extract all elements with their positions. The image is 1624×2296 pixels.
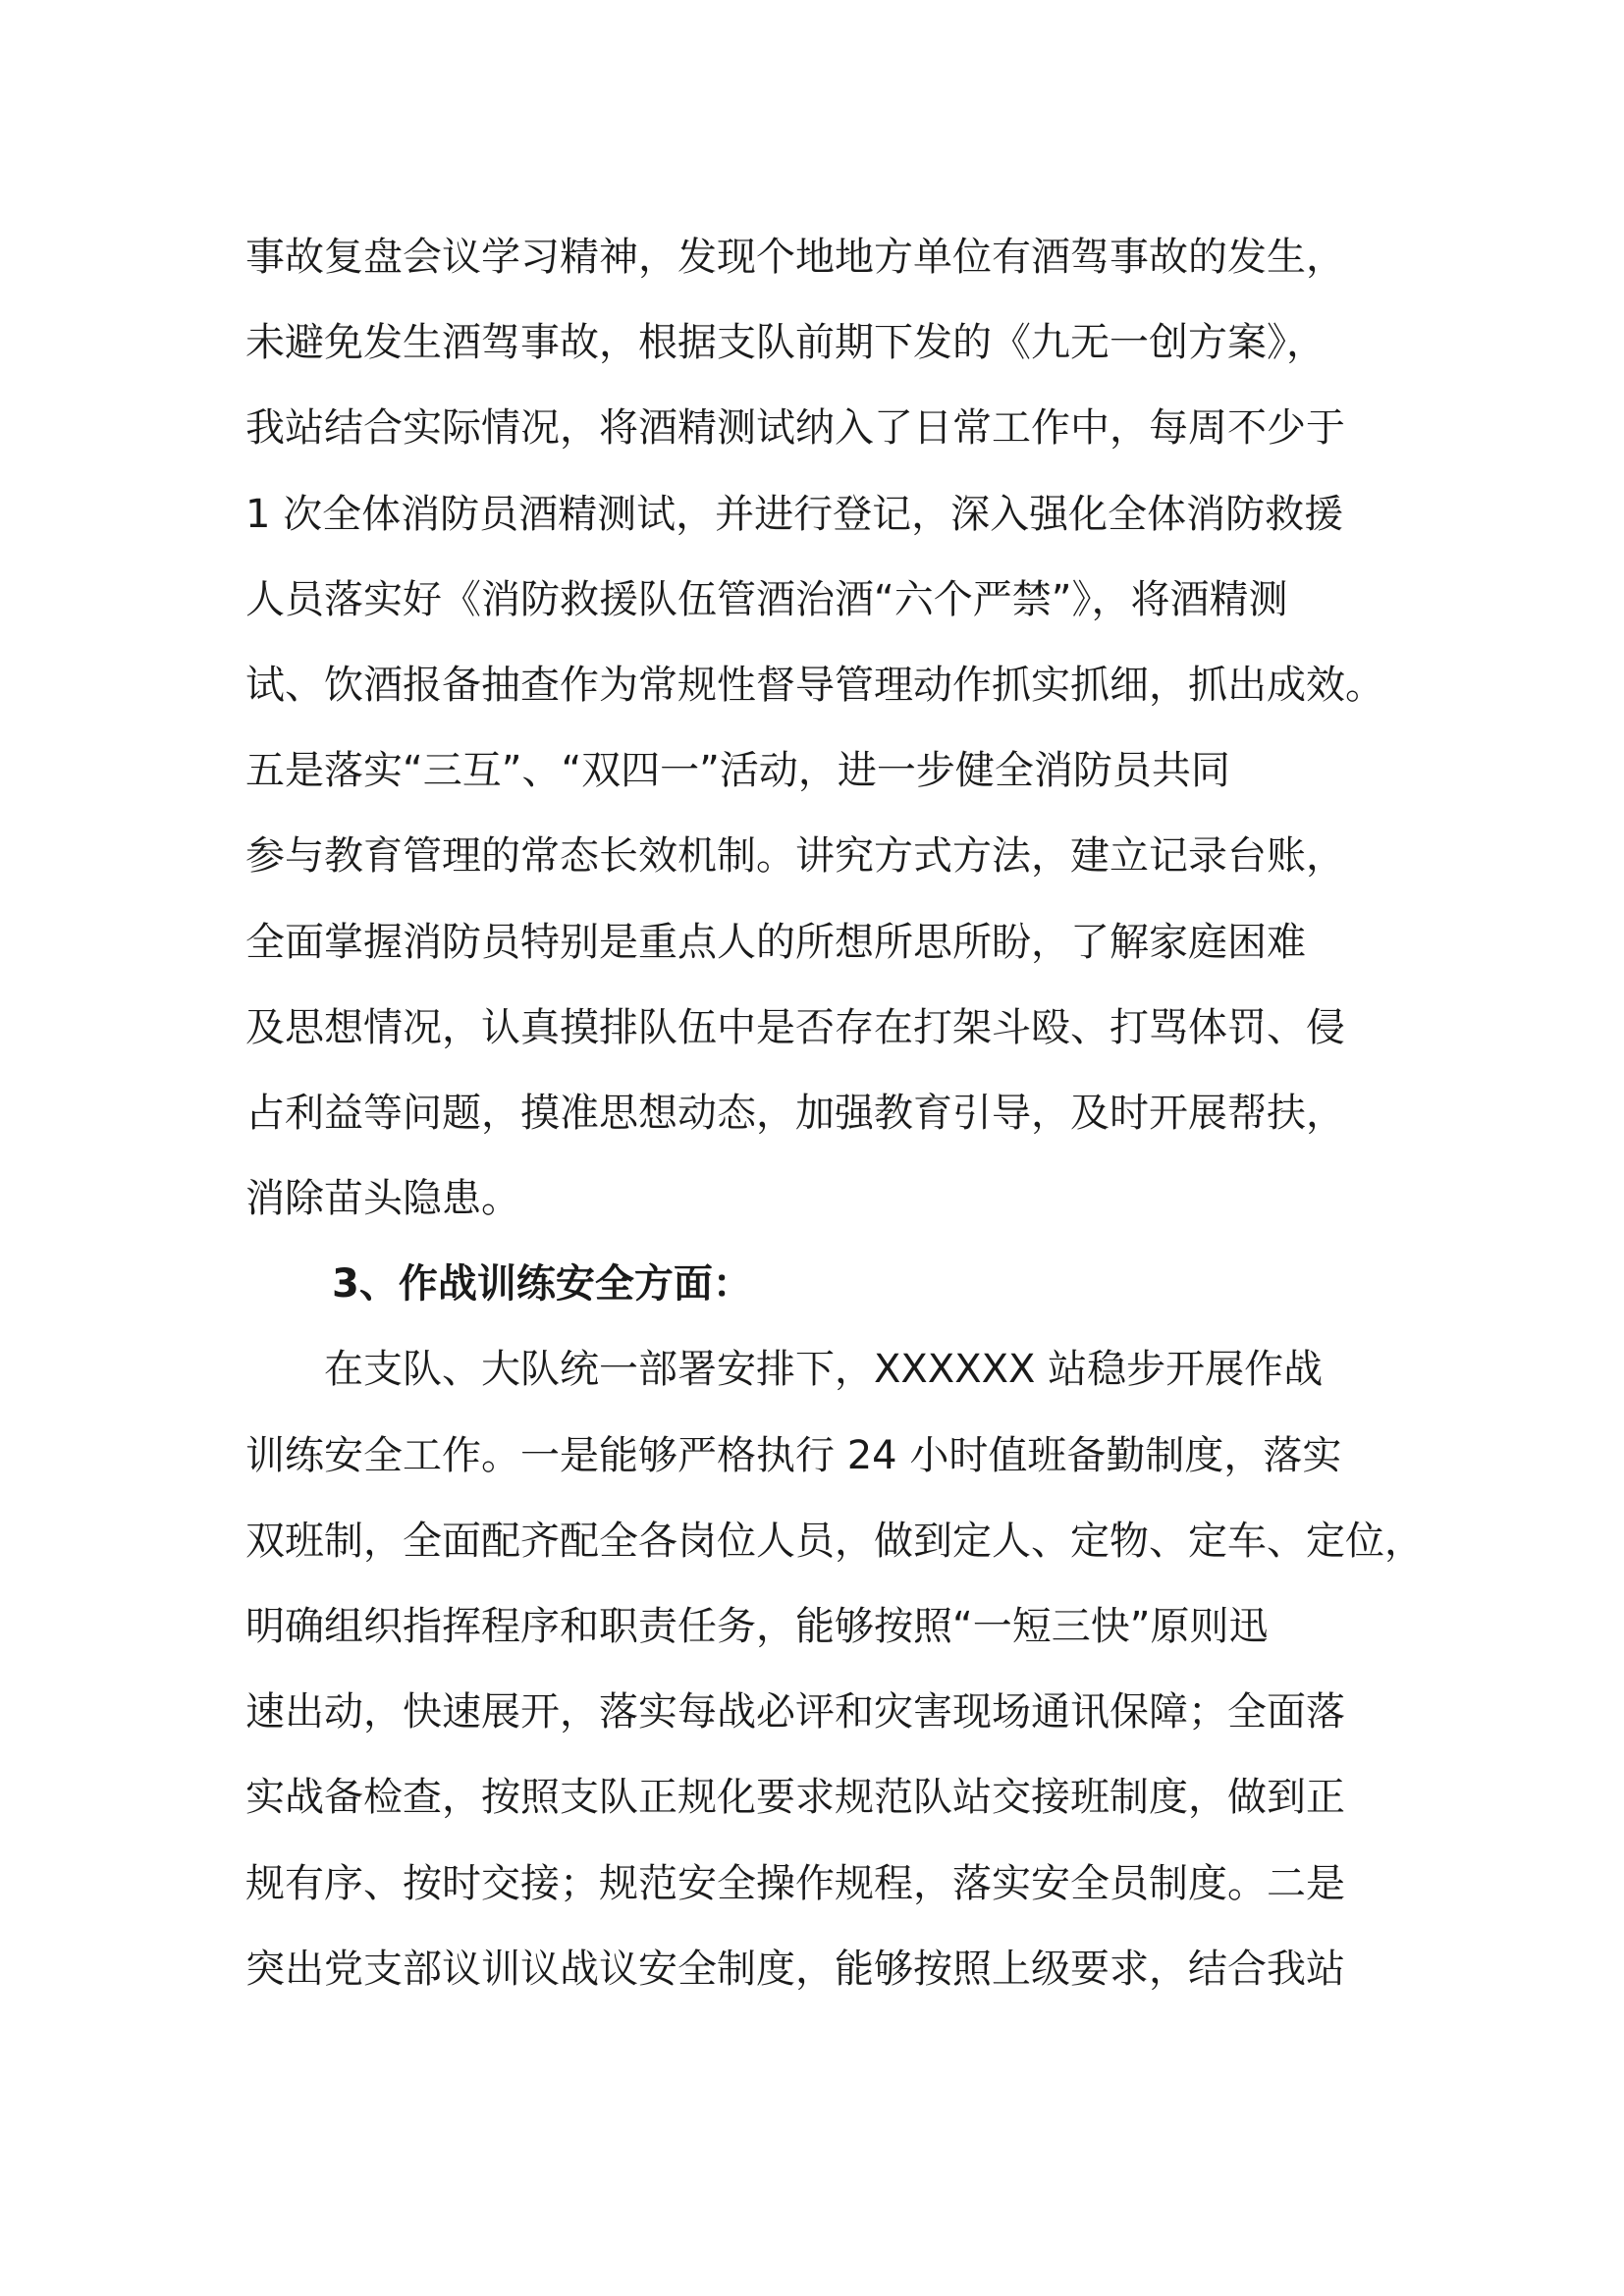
text-line: 未避免发生酒驾事故，根据支队前期下发的《九无一创方案》， xyxy=(245,320,1326,366)
text-line: 消除苗头隐患。 xyxy=(245,1176,520,1222)
text-line: 我站结合实际情况，将酒精测试纳入了日常工作中，每周不少于 xyxy=(245,405,1345,452)
text-line: 占利益等问题，摸准思想动态，加强教育引导，及时开展帮扶， xyxy=(245,1090,1345,1136)
text-line: 双班制，全面配齐配全各岗位人员，做到定人、定物、定车、定位， xyxy=(245,1518,1424,1564)
text-line: 速出动，快速展开，落实每战必评和灾害现场通讯保障；全面落 xyxy=(245,1689,1345,1735)
text-line: 及思想情况，认真摸排队伍中是否存在打架斗殴、打骂体罚、侵 xyxy=(245,1004,1345,1050)
paragraph-first-line: 在支队、大队统一部署安排下，XXXXXX 站稳步开展作战 xyxy=(324,1347,1324,1393)
text-line: 参与教育管理的常态长效机制。讲究方式方法，建立记录台账， xyxy=(245,833,1345,880)
text-line: 实战备检查，按照支队正规化要求规范队站交接班制度，做到正 xyxy=(245,1775,1345,1821)
document-body xyxy=(245,222,1424,2019)
section-heading: 3、作战训练安全方面： xyxy=(332,1261,752,1308)
text-line: 明确组织指挥程序和职责任务，能够按照“一短三快”原则迅 xyxy=(245,1604,1269,1649)
text-line: 事故复盘会议学习精神，发现个地地方单位有酒驾事故的发生， xyxy=(245,235,1345,280)
text-line: 突出党支部议训议战议安全制度，能够按照上级要求，结合我站 xyxy=(245,1946,1345,1992)
text-line: 训练安全工作。一是能够严格执行 24 小时值班备勤制度，落实 xyxy=(245,1432,1342,1478)
text-line: 规有序、按时交接；规范安全操作规程，落实安全员制度。二是 xyxy=(245,1860,1345,1906)
text-line: 人员落实好《消防救援队伍管酒治酒“六个严禁”》，将酒精测 xyxy=(245,576,1288,622)
text-line: 五是落实“三互”、“双四一”活动，进一步健全消防员共同 xyxy=(245,748,1230,794)
text-line: 1 次全体消防员酒精测试，并进行登记，深入强化全体消防救援 xyxy=(245,491,1344,537)
text-line: 试、饮酒报备抽查作为常规性督导管理动作抓实抓细，抓出成效。 xyxy=(245,662,1384,708)
text-line: 全面掌握消防员特别是重点人的所想所思所盼，了解家庭困难 xyxy=(245,919,1306,965)
